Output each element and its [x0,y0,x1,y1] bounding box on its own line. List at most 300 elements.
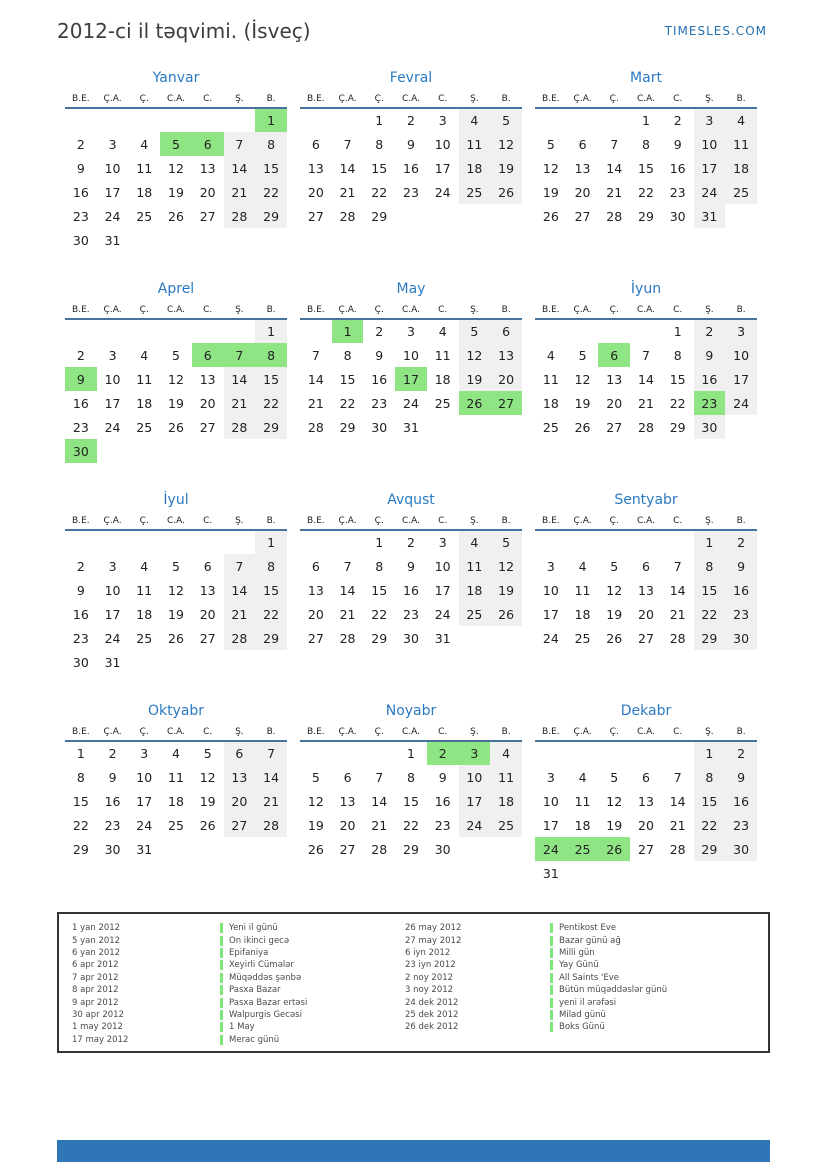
day-cell: 25 [490,813,522,837]
weekday-header: Ç. [598,91,630,108]
day-cell: 18 [574,817,591,833]
day-cell [255,228,287,252]
day-cell: 21 [224,602,256,626]
day-cell [598,861,630,885]
legend-holiday-name: Müqəddəs şənbə [229,972,302,983]
month [65,492,287,674]
day-cell: 22 [255,391,287,415]
legend-date: 6 apr 2012 [72,960,119,971]
day-cell: 10 [459,765,491,789]
weekday-header: Ç. [128,302,160,319]
weekday-header: B.E. [535,91,567,108]
day-cell: 9 [76,582,85,598]
legend-holiday-name: Bazar günü ağ [559,935,621,946]
day-cell: 28 [339,630,356,646]
day-cell: 2 [108,746,117,761]
legend-date: 7 apr 2012 [72,972,119,983]
legend-holiday-name: Yay Günü [559,960,599,971]
day-cell [65,530,97,554]
holiday-marker-bar [220,923,223,933]
day-cell: 2 [694,319,726,343]
legend-date: 30 apr 2012 [72,1009,124,1020]
legend-holiday-name: Epifaniya [229,947,269,958]
month [535,70,757,252]
day-cell: 13 [199,160,216,176]
weekday-header: Ç.A. [567,513,599,530]
day-cell [224,319,256,343]
day-cell: 25 [136,630,153,646]
day-cell: 2 [406,113,415,128]
day-cell: 7 [343,558,352,574]
weekday-header: Ş. [224,724,256,741]
day-cell: 4 [578,769,587,785]
day-cell [97,530,129,554]
weekday-header: Ç.A. [332,724,364,741]
legend-holiday-name: On ikinci gecə [229,935,290,946]
weekday-header: B. [255,91,287,108]
legend-date: 6 yan 2012 [72,947,121,958]
day-cell: 13 [490,343,522,367]
day-cell: 20 [307,184,324,200]
day-cell [535,741,567,765]
legend-row [72,1034,405,1046]
weekday-header: C. [192,724,224,741]
day-cell: 27 [638,841,654,857]
day-cell [255,439,287,463]
day-cell: 3 [725,319,757,343]
day-cell: 26 [490,180,522,204]
day-cell: 19 [606,817,623,833]
weekday-header: B. [725,724,757,741]
months-grid [65,70,757,885]
legend-column-left [72,922,405,1051]
day-cell: 11 [574,793,591,809]
day-cell: 22 [371,184,388,200]
day-cell: 15 [694,789,726,813]
day-cell: 8 [255,343,287,367]
legend-holiday-name: Pentikost Eve [559,923,617,934]
day-cell [662,861,694,885]
day-cell: 8 [406,769,415,785]
weekday-header: Ç.A. [97,91,129,108]
day-cell [567,530,599,554]
day-cell: 18 [574,606,591,622]
month-title: May [396,281,426,297]
weekday-header: C.A. [395,302,427,319]
day-cell: 11 [490,765,522,789]
day-cell: 27 [574,208,591,224]
day-cell: 4 [459,108,491,132]
holiday-marker-bar [550,948,553,958]
day-cell [535,530,567,554]
page-title: 2012-ci il təqvimi. (İsveç) [57,19,311,43]
day-cell: 27 [339,841,356,857]
legend-row [405,972,768,984]
holiday-marker-bar [220,948,223,958]
day-cell: 1 [694,741,726,765]
day-cell [490,837,522,861]
day-cell: 24 [725,391,757,415]
weekday-header: B.E. [535,302,567,319]
day-cell: 31 [694,204,726,228]
day-cell: 3 [459,741,491,765]
weekday-header: Ç. [128,724,160,741]
day-cell: 9 [438,769,447,785]
day-cell: 22 [255,602,287,626]
day-cell: 31 [136,841,153,857]
holiday-marker-bar [550,1010,553,1020]
day-cell: 20 [490,367,522,391]
site-link[interactable]: TIMESLES.COM [664,24,767,38]
day-cell [128,319,160,343]
month [535,703,757,885]
day-cell: 21 [606,184,623,200]
day-cell: 30 [65,439,97,463]
day-cell: 6 [192,132,224,156]
day-cell [192,837,224,861]
day-cell [300,741,332,765]
holiday-marker-bar [220,960,223,970]
day-cell [224,108,256,132]
day-cell: 5 [490,530,522,554]
day-cell: 14 [638,371,654,387]
day-cell [192,530,224,554]
day-cell: 28 [669,630,686,646]
day-cell [598,530,630,554]
day-cell [598,741,630,765]
holiday-marker-bar [550,936,553,946]
day-cell: 26 [598,837,630,861]
day-cell: 5 [490,108,522,132]
weekday-header: Ç. [363,302,395,319]
day-cell: 9 [725,765,757,789]
day-cell: 18 [542,395,559,411]
day-cell [598,108,630,132]
day-cell: 18 [136,395,153,411]
day-cell: 5 [311,769,320,785]
weekday-header: Ş. [459,724,491,741]
day-cell [332,530,364,554]
day-cell: 10 [104,371,121,387]
weekday-header: C.A. [630,513,662,530]
day-cell: 2 [406,535,415,550]
day-cell [363,741,395,765]
day-cell: 6 [343,769,352,785]
weekday-header: Ç.A. [332,91,364,108]
day-cell: 19 [168,606,184,622]
day-cell: 9 [725,554,757,578]
legend-row [405,1009,768,1021]
day-cell: 15 [669,371,686,387]
day-cell: 12 [168,160,184,176]
holiday-marker-bar [220,1035,223,1045]
day-cell: 19 [168,184,184,200]
day-cell: 11 [434,347,451,363]
weekday-header: C. [427,302,459,319]
day-cell: 1 [332,319,364,343]
day-cell: 2 [725,530,757,554]
day-cell: 12 [606,793,623,809]
weekday-header: B.E. [300,513,332,530]
day-cell [65,319,97,343]
month-title: Yanvar [152,70,200,86]
day-cell: 12 [307,793,324,809]
day-cell [224,530,256,554]
day-cell: 10 [403,347,419,363]
day-cell: 21 [669,817,686,833]
day-cell: 20 [224,789,256,813]
day-cell [490,204,522,228]
day-cell: 26 [307,841,324,857]
day-cell: 15 [694,578,726,602]
day-cell: 23 [371,395,388,411]
weekday-header: C. [662,724,694,741]
day-cell: 12 [490,132,522,156]
day-cell [224,439,256,463]
day-cell: 15 [255,578,287,602]
day-cell: 6 [311,136,320,152]
day-cell: 13 [606,371,623,387]
weekday-header: B. [725,302,757,319]
day-cell: 11 [459,554,491,578]
day-cell: 3 [406,324,415,339]
day-cell: 6 [192,343,224,367]
day-cell: 9 [108,769,117,785]
legend-date: 3 noy 2012 [405,985,454,996]
day-cell: 7 [673,769,682,785]
weekday-header: Ç. [598,513,630,530]
legend-holiday-name: yeni il ərəfəsi [559,997,617,1008]
footer-bar [57,1140,770,1162]
holiday-marker-bar [220,1010,223,1020]
holiday-marker-bar [550,923,553,933]
day-cell: 10 [104,160,121,176]
day-cell: 20 [574,184,591,200]
weekday-header: C.A. [160,724,192,741]
day-cell: 16 [72,606,89,622]
day-cell: 11 [168,769,184,785]
day-cell: 12 [490,554,522,578]
day-cell: 22 [669,395,686,411]
day-cell: 23 [72,419,89,435]
day-cell: 8 [641,136,650,152]
day-cell: 19 [168,395,184,411]
day-cell: 26 [168,630,184,646]
day-cell [128,439,160,463]
weekday-header: Ç.A. [332,513,364,530]
legend-column-right [405,922,768,1051]
day-cell: 6 [578,136,587,152]
day-cell: 11 [725,132,757,156]
legend-holiday-name: Milad günü [559,1009,606,1020]
day-cell: 16 [725,578,757,602]
day-cell [567,741,599,765]
day-cell: 30 [403,630,419,646]
day-cell: 27 [224,813,256,837]
day-cell: 4 [438,324,447,339]
day-cell: 30 [725,837,757,861]
day-cell: 23 [434,817,451,833]
weekday-header: C. [427,91,459,108]
day-cell: 20 [638,817,654,833]
day-cell: 20 [199,606,216,622]
weekday-header: Ç.A. [97,513,129,530]
day-cell [332,741,364,765]
day-cell: 25 [136,208,153,224]
day-cell [300,319,332,343]
legend-date: 17 may 2012 [72,1034,129,1045]
day-cell: 24 [104,630,121,646]
weekday-header: B.E. [300,91,332,108]
weekday-header: C.A. [630,302,662,319]
day-cell: 5 [578,347,587,363]
day-cell: 25 [574,630,591,646]
day-cell: 19 [459,367,491,391]
day-cell: 23 [403,606,419,622]
day-cell: 29 [371,208,388,224]
day-cell: 15 [638,160,654,176]
legend-date: 8 apr 2012 [72,985,119,996]
legend-row [72,922,405,934]
weekday-header: C.A. [395,513,427,530]
day-cell: 11 [136,160,153,176]
day-cell: 31 [542,865,559,881]
day-cell: 26 [542,208,559,224]
month [65,703,287,885]
legend-date: 5 yan 2012 [72,935,121,946]
day-cell: 29 [694,837,726,861]
day-cell: 21 [255,789,287,813]
day-cell: 4 [578,558,587,574]
holiday-marker-bar [550,985,553,995]
day-cell [255,837,287,861]
legend-holiday-name: 1 May [229,1022,255,1033]
day-cell [427,415,459,439]
day-cell: 3 [108,347,117,363]
day-cell: 19 [574,395,591,411]
day-cell: 14 [371,793,388,809]
weekday-header: C. [192,513,224,530]
weekday-header: Ç. [363,724,395,741]
day-cell: 2 [673,113,682,128]
weekday-header: C. [427,513,459,530]
day-cell: 12 [574,371,591,387]
day-cell: 1 [406,746,415,761]
day-cell: 4 [725,108,757,132]
month-title: Fevral [389,70,433,86]
day-cell [567,861,599,885]
day-cell [725,415,757,439]
day-cell: 5 [171,558,180,574]
day-cell: 30 [72,232,89,248]
day-cell: 19 [606,606,623,622]
day-cell: 14 [255,765,287,789]
weekday-header: B.E. [300,724,332,741]
day-cell: 29 [371,630,388,646]
day-cell [725,861,757,885]
legend-holiday-name: Pasxa Bazar ertəsi [229,997,308,1008]
day-cell: 17 [395,367,427,391]
day-cell: 4 [140,558,149,574]
day-cell: 17 [104,184,121,200]
day-cell: 24 [535,837,567,861]
weekday-header: Ş. [224,302,256,319]
day-cell: 25 [725,180,757,204]
day-cell: 31 [104,654,121,670]
day-cell: 12 [168,371,184,387]
day-cell: 17 [136,793,153,809]
weekday-header: Ş. [459,302,491,319]
day-cell: 7 [311,347,320,363]
day-cell: 18 [168,793,184,809]
day-cell: 17 [434,582,451,598]
day-cell: 2 [76,136,85,152]
day-cell: 3 [140,746,149,761]
day-cell: 24 [104,208,121,224]
weekday-header: Ç.A. [332,302,364,319]
day-cell: 14 [339,582,356,598]
weekday-header: Ç.A. [97,724,129,741]
day-cell: 5 [171,347,180,363]
day-cell [224,650,256,674]
day-cell: 20 [307,606,324,622]
day-cell: 25 [542,419,559,435]
weekday-header: Ç. [128,513,160,530]
day-cell: 22 [638,184,654,200]
day-cell [459,204,491,228]
day-cell: 28 [669,841,686,857]
month-title: Mart [630,70,662,86]
day-cell: 25 [168,817,184,833]
day-cell: 25 [434,395,451,411]
legend-date: 1 may 2012 [72,1022,123,1033]
day-cell: 12 [542,160,559,176]
day-cell [128,228,160,252]
day-cell [630,530,662,554]
day-cell: 17 [694,156,726,180]
weekday-header: B. [255,724,287,741]
day-cell [725,204,757,228]
legend-date: 23 iyn 2012 [405,960,456,971]
day-cell [160,319,192,343]
weekday-header: C.A. [160,302,192,319]
day-cell [160,650,192,674]
day-cell: 14 [224,156,256,180]
day-cell: 22 [72,817,89,833]
day-cell: 2 [375,324,384,339]
day-cell [630,319,662,343]
day-cell: 16 [72,395,89,411]
day-cell: 25 [567,837,599,861]
weekday-header: C.A. [630,724,662,741]
day-cell: 14 [224,578,256,602]
day-cell: 11 [136,371,153,387]
day-cell [459,837,491,861]
day-cell: 22 [255,180,287,204]
legend-holiday-name: Milli gün [559,947,595,958]
day-cell [459,626,491,650]
day-cell [224,228,256,252]
day-cell [395,204,427,228]
day-cell: 13 [638,582,654,598]
day-cell: 17 [542,817,559,833]
day-cell: 10 [104,582,121,598]
day-cell: 29 [255,626,287,650]
day-cell: 28 [371,841,388,857]
day-cell: 5 [546,136,555,152]
day-cell: 29 [403,841,419,857]
weekday-header: C. [662,91,694,108]
